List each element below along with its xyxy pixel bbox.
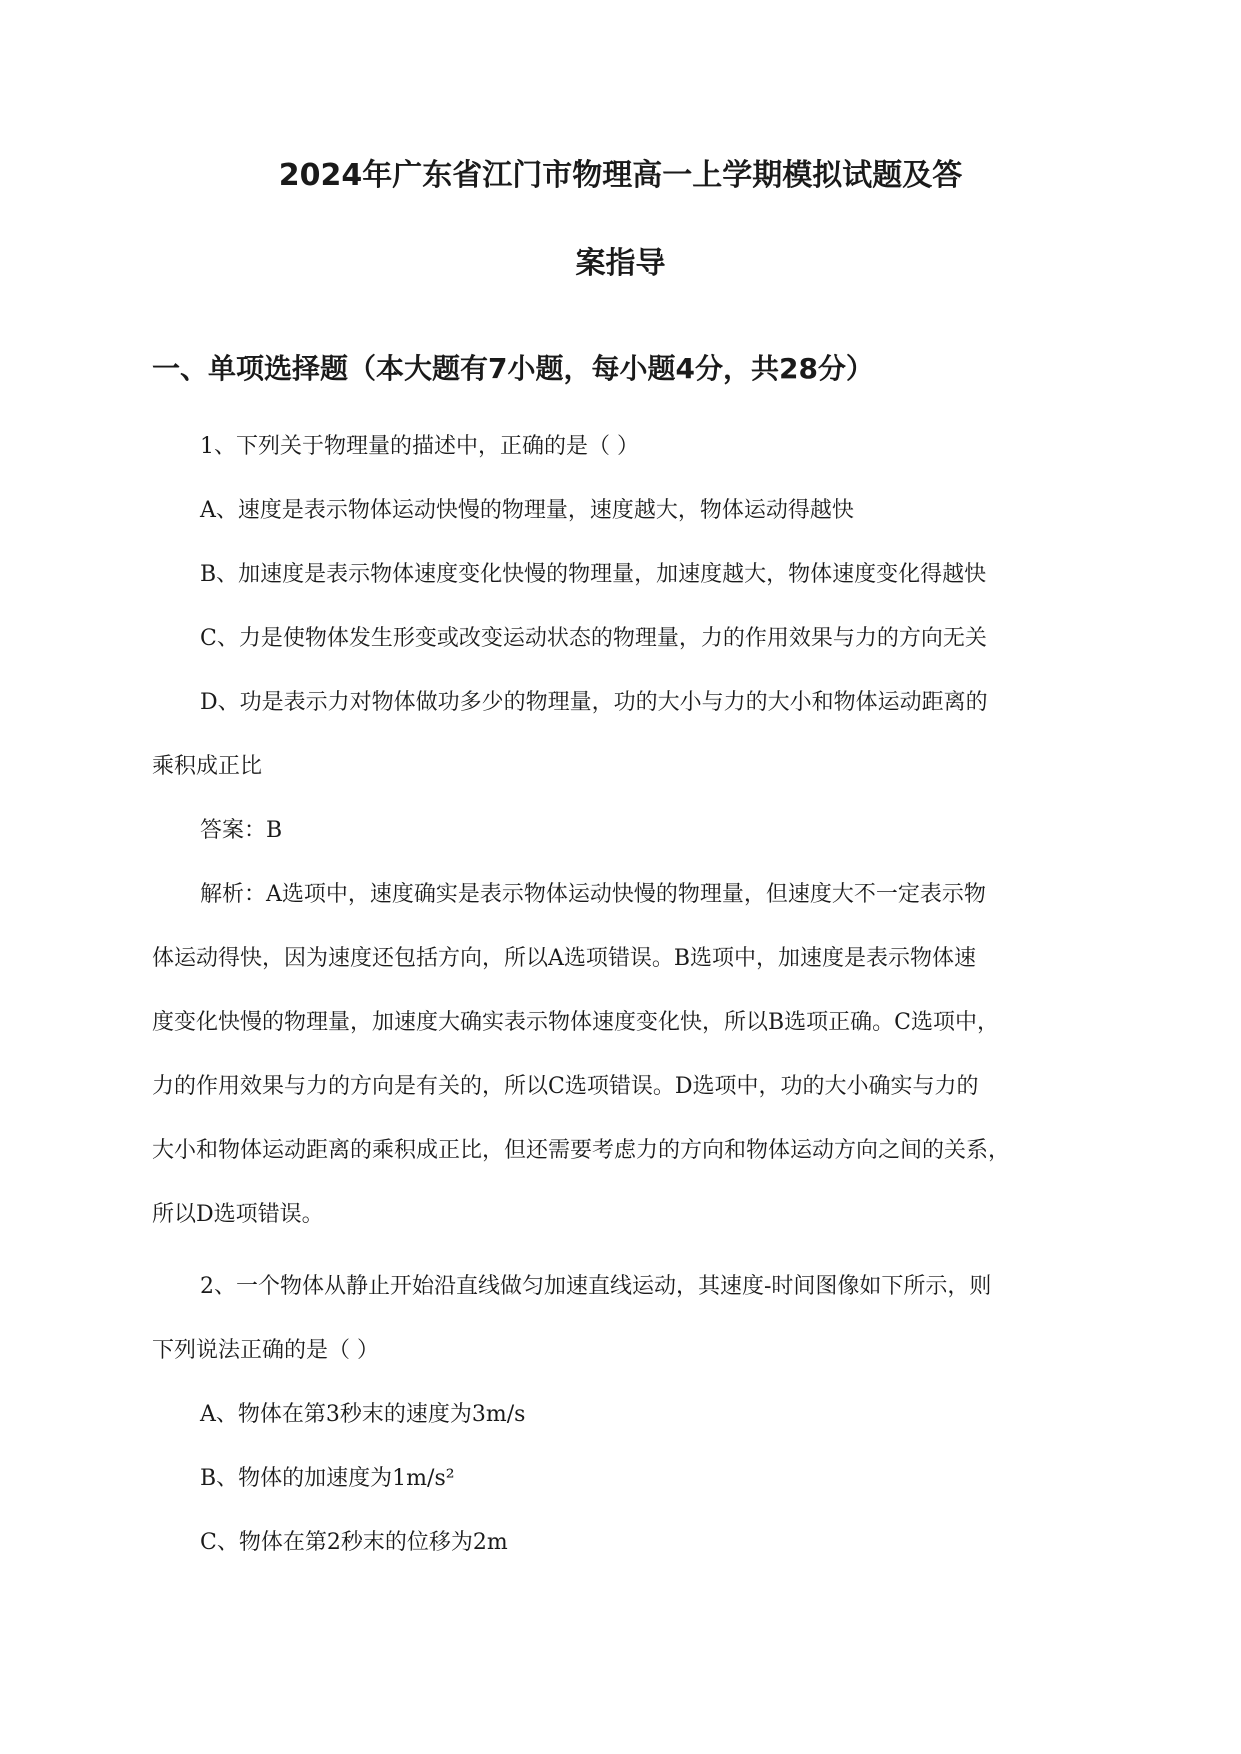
question-1-analysis-line: 所以D选项错误。 [152, 1202, 324, 1227]
document-title-line2: 案指导 [575, 246, 666, 281]
question-2-stem-cont: 下列说法正确的是（ ） [152, 1338, 379, 1363]
question-1-analysis-line: 力的作用效果与力的方向是有关的，所以C选项错误。D选项中，功的大小确实与力的 [152, 1074, 979, 1099]
question-1-option-b: B、加速度是表示物体速度变化快慢的物理量，加速度越大，物体速度变化得越快 [200, 562, 987, 587]
document-title-line1: 2024年广东省江门市物理高一上学期模拟试题及答 [278, 158, 963, 193]
question-2-option-b: B、物体的加速度为1m/s² [200, 1466, 455, 1491]
question-2-option-c: C、物体在第2秒末的位移为2m [200, 1530, 508, 1555]
question-1-analysis-line: 体运动得快，因为速度还包括方向，所以A选项错误。B选项中，加速度是表示物体速 [152, 946, 977, 971]
question-1-stem: 1、下列关于物理量的描述中，正确的是（ ） [200, 434, 639, 459]
question-1-analysis-line: 大小和物体运动距离的乘积成正比，但还需要考虑力的方向和物体运动方向之间的关系， [152, 1138, 1011, 1163]
question-1-option-c: C、力是使物体发生形变或改变运动状态的物理量，力的作用效果与力的方向无关 [200, 626, 987, 651]
question-1-answer: 答案：B [200, 818, 283, 843]
question-1-analysis-line: 度变化快慢的物理量，加速度大确实表示物体速度变化快，所以B选项正确。C选项中， [152, 1010, 1000, 1035]
question-1-option-d-cont: 乘积成正比 [152, 754, 263, 779]
question-2-stem: 2、一个物体从静止开始沿直线做匀加速直线运动，其速度-时间图像如下所示，则 [200, 1274, 992, 1299]
question-1-option-a: A、速度是表示物体运动快慢的物理量，速度越大，物体运动得越快 [200, 498, 854, 523]
question-1-option-d: D、功是表示力对物体做功多少的物理量，功的大小与力的大小和物体运动距离的 [200, 690, 988, 715]
section-heading: 一、单项选择题（本大题有7小题，每小题4分，共28分） [152, 352, 874, 385]
question-1-analysis-line: 解析：A选项中，速度确实是表示物体运动快慢的物理量，但速度大不一定表示物 [200, 882, 986, 907]
question-2-option-a: A、物体在第3秒末的速度为3m/s [200, 1402, 526, 1427]
